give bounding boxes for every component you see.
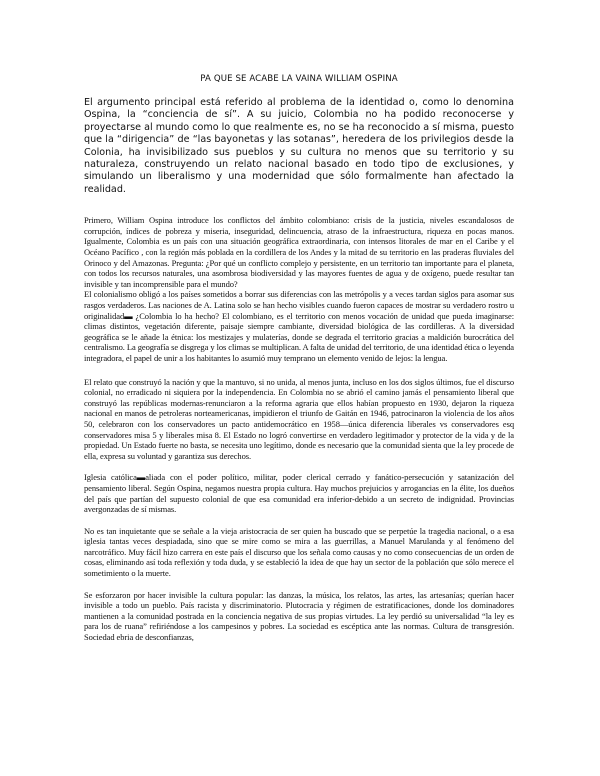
document-title: PA QUE SE ACABE LA VAINA WILLIAM OSPINA [200, 74, 398, 84]
body-paragraph-1: Primero, William Ospina introduce los conflictos del ámbito colombiano: crisis de la justicia, niveles escandalosos de corrupción, índices de pobreza y miseria, inseguridad, delincuencia, atraso de la infraestructura, riqueza en pocas manos. Igualmente, Colombia es un país con una situación geográfica extraordinaria, con intensos litorales de mar en el Caribe y el Océano Pacífico , con la región más poblada en la cordillera de los Andes y la mitad de su territorio en las praderas fluviales del Orinoco y del Amazonas. Pregunta: ¿Por qué un conflicto complejo y persistente, en un territorio tan importante para el planeta, con todos los recursos naturales, una asombrosa biodiversidad y las mayores fuentes de agua y de oxígeno, puede resultar tan invisible y tan incomprensible para el mundo? [84, 215, 514, 289]
abstract-paragraph: El argumento principal está referido al problema de la identidad o, como lo denomina Ospina, la “conciencia de sí”. A su juicio, Colombia no ha podido reconocerse y proyectarse al mundo como lo que realmente es, no se ha reconocido a sí misma, puesto que la “dirigencia” de “las bayonetas y las sotanas”, heredera de los privilegios desde la Colonia, ha invisibilizado sus pueblos y su cultura no menos que su territorio y su naturaleza, construyendo un relato nacional basado en todo tipo de exclusiones, y simulando un liberalismo y una modernidad que sólo formalmente han afectado la realidad. [84, 97, 514, 195]
body-paragraph-6: Se esforzaron por hacer invisible la cultura popular: las danzas, la música, los relatos, las artes, las artesanías; querían hacer invisible a todo un pueblo. País racista y discriminatorio. Plutocracia y régimen de estratificaciones, donde los dominadores mantienen a la comunidad postrada en la conciencia negativa de sus propias virtudes. La ley perdió su universalidad “la ley es para los de ruana” refiriéndose a los campesinos y pobres. La sociedad es escéptica ante las normas. Cultura de transgresión. Sociedad ebria de desconfianzas, [84, 589, 514, 643]
body-paragraph-3: El relato que construyó la nación y que la mantuvo, si no unida, al menos junta, incluso en los dos siglos últimos, fue el discurso colonial, no erradicado ni siquiera por la independencia. En Colombia no se abrió el camino jamás el pensamiento liberal que construyó las repúblicas modernas-renunciaron a la reforma agraria que ellos habían propuesto en 1930, dejaron la riqueza nacional en manos de petroleras norteamericanas, impidieron el triunfo de Gaitán en 1946, patrocinaron la violencia de los años 50, celebraron con los conservadores un pacto antidemocrático en 1958—única diferencia liberales vs conservadores esq conservadores misa 5 y liberales misa 8. El Estado no logró convertirse en verdadero legitimador y protector de la vida y de la propiedad. Un Estado fuerte no basta, se necesita uno legítimo, donde es necesario que la comunidad sienta que la ley procede de ella, expresa su voluntad y garantiza sus derechos. [84, 376, 514, 461]
body-paragraph-4: Iglesia católica▬aliada con el poder político, militar, poder clerical cerrado y fanático-persecución y satanización del pensamiento liberal. Según Ospina, negamos nuestra propia cultura. Hay muchos prejuicios y arrogancias en la élite, los dueños del país que partían del supuesto colonial de que esa comunidad era inferior-debido a un secreto de indignidad. Provincias avergonzadas de sí mismas. [84, 472, 514, 515]
body-paragraph-5: No es tan inquietante que se señale a la vieja aristocracia de ser quien ha buscado que se perpetúe la tragedia nacional, o a esa iglesia tantas veces despiadada, sino que se mire como se mira a las guerrillas, a Manuel Marulanda y al fenómeno del narcotráfico. Muy fácil hizo carrera en este país el discurso que los señala como causas y no como consecuencias de un orden de cosas, eliminando así toda reflexión y toda duda, y se estableció la idea de que hay un sector de la población que sólo merece el sometimiento o la muerte. [84, 525, 514, 579]
body-paragraph-2: El colonialismo obligó a los países sometidos a borrar sus diferencias con las metrópolis y a veces tardan siglos para asomar sus rasgos verdaderos. Las naciones de A. Latina solo se han hecho visibles cuando fueron capaces de mostrar su verdadero rostro u originalidad▬ ¿Colombia lo ha hecho? El colombiano, es el territorio con menos vocación de unidad que pueda imaginarse: climas distintos, vegetación diferente, paisaje siempre cambiante, diversidad biológica de las cordilleras. A la diversidad geográfica se le añade la étnica: los mestizajes y mulaterías, donde se degrada el territorio gracias a maldición burocrática del centralismo. La geografía se disgrega y los climas se multiplican. A falta de unidad del territorio, de una identidad ética o leyenda integradora, el papel de unir a los habitantes lo asumió muy temprano un elemento venido de lejos: la lengua. [84, 289, 514, 363]
